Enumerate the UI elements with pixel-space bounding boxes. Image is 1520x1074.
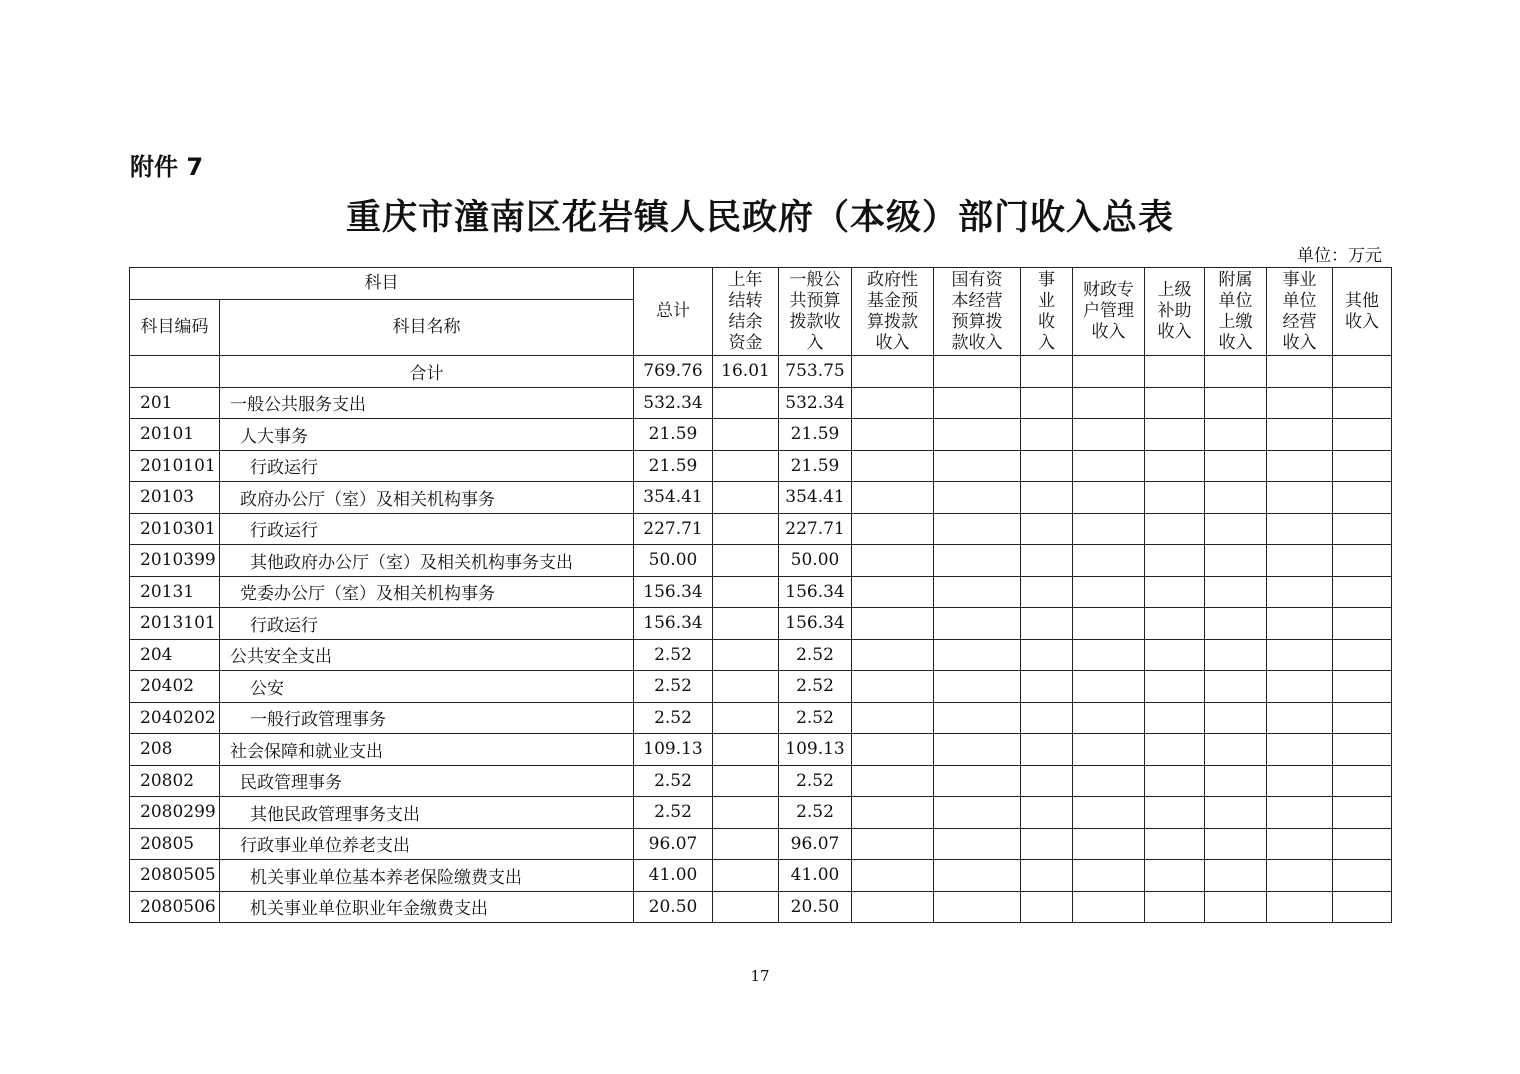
- empty-cell: [1021, 797, 1073, 829]
- empty-cell: [852, 860, 934, 892]
- row-carryover: [713, 828, 779, 860]
- empty-cell: [1073, 545, 1145, 577]
- row-carryover: [713, 513, 779, 545]
- row-code: 20103: [130, 482, 220, 514]
- empty-cell: [934, 891, 1021, 923]
- empty-cell: [1267, 545, 1333, 577]
- empty-cell: [1021, 828, 1073, 860]
- table-row: [130, 639, 1392, 671]
- empty-cell: [1333, 608, 1392, 640]
- row-code: 2040202: [130, 702, 220, 734]
- empty-cell: [1333, 576, 1392, 608]
- table-row: [130, 891, 1392, 923]
- empty-cell: [1021, 513, 1073, 545]
- empty-cell: [934, 797, 1021, 829]
- row-carryover: [713, 545, 779, 577]
- empty-cell: [1205, 450, 1267, 482]
- row-carryover: [713, 419, 779, 451]
- empty-cell: [1021, 608, 1073, 640]
- row-total: 354.41: [634, 482, 713, 514]
- empty-cell: [852, 450, 934, 482]
- row-general-budget: 21.59: [779, 450, 852, 482]
- empty-cell: [852, 828, 934, 860]
- empty-cell: [1073, 419, 1145, 451]
- empty-cell: [1333, 671, 1392, 703]
- row-total: 21.59: [634, 419, 713, 451]
- empty-cell: [1021, 545, 1073, 577]
- row-code: 20101: [130, 419, 220, 451]
- empty-cell: [1073, 450, 1145, 482]
- row-total: 532.34: [634, 387, 713, 419]
- empty-cell: [1205, 545, 1267, 577]
- table-row: [130, 608, 1392, 640]
- row-general-budget: 50.00: [779, 545, 852, 577]
- empty-cell: [852, 671, 934, 703]
- empty-cell: [1267, 450, 1333, 482]
- empty-cell: [934, 702, 1021, 734]
- row-name: 公安: [220, 671, 634, 703]
- empty-cell: [852, 797, 934, 829]
- table-row: [130, 545, 1392, 577]
- row-code: 204: [130, 639, 220, 671]
- row-name: 一般公共服务支出: [220, 387, 634, 419]
- empty-cell: [1021, 450, 1073, 482]
- row-name: 党委办公厅（室）及相关机构事务: [220, 576, 634, 608]
- empty-cell: [1205, 639, 1267, 671]
- empty-cell: [1021, 419, 1073, 451]
- row-total: 2.52: [634, 639, 713, 671]
- sum-general-budget: 753.75: [779, 356, 852, 388]
- empty-cell: [1205, 671, 1267, 703]
- header-affiliated: 附属 单位 上缴 收入: [1205, 268, 1267, 356]
- empty-cell: [1145, 482, 1205, 514]
- empty-cell: [1267, 482, 1333, 514]
- row-general-budget: 96.07: [779, 828, 852, 860]
- empty-cell: [1267, 576, 1333, 608]
- empty-cell: [852, 419, 934, 451]
- row-code: 2010399: [130, 545, 220, 577]
- empty-cell: [1205, 860, 1267, 892]
- row-name: 民政管理事务: [220, 765, 634, 797]
- table-row: [130, 450, 1392, 482]
- row-carryover: [713, 797, 779, 829]
- empty-cell: [1073, 576, 1145, 608]
- empty-cell: [1021, 891, 1073, 923]
- empty-cell: [934, 671, 1021, 703]
- row-general-budget: 2.52: [779, 797, 852, 829]
- empty-cell: [934, 608, 1021, 640]
- row-code: 2080506: [130, 891, 220, 923]
- sum-row: [130, 356, 1392, 388]
- row-name: 行政运行: [220, 450, 634, 482]
- row-total: 41.00: [634, 860, 713, 892]
- table-row: [130, 482, 1392, 514]
- empty-cell: [1205, 702, 1267, 734]
- row-name: 机关事业单位基本养老保险缴费支出: [220, 860, 634, 892]
- empty-cell: [1267, 608, 1333, 640]
- empty-cell: [1205, 608, 1267, 640]
- empty-cell: [1145, 576, 1205, 608]
- row-name: 社会保障和就业支出: [220, 734, 634, 766]
- row-code: 208: [130, 734, 220, 766]
- row-name: 政府办公厅（室）及相关机构事务: [220, 482, 634, 514]
- empty-cell: [1145, 545, 1205, 577]
- row-name: 其他民政管理事务支出: [220, 797, 634, 829]
- empty-cell: [1205, 419, 1267, 451]
- empty-cell: [934, 419, 1021, 451]
- header-business: 事 业 收 入: [1021, 268, 1073, 356]
- row-total: 109.13: [634, 734, 713, 766]
- empty-cell: [1073, 482, 1145, 514]
- empty-cell: [1145, 513, 1205, 545]
- empty-cell: [1145, 419, 1205, 451]
- empty-cell: [1333, 702, 1392, 734]
- empty-cell: [1267, 828, 1333, 860]
- row-carryover: [713, 702, 779, 734]
- row-general-budget: 227.71: [779, 513, 852, 545]
- table-row: [130, 419, 1392, 451]
- table-row: [130, 734, 1392, 766]
- row-name: 机关事业单位职业年金缴费支出: [220, 891, 634, 923]
- row-name: 其他政府办公厅（室）及相关机构事务支出: [220, 545, 634, 577]
- header-code: 科目编码: [130, 300, 220, 356]
- empty-cell: [1267, 891, 1333, 923]
- header-superior-subsidy: 上级 补助 收入: [1145, 268, 1205, 356]
- empty-cell: [1021, 734, 1073, 766]
- row-code: 2080299: [130, 797, 220, 829]
- header-other: 其他 收入: [1333, 268, 1392, 356]
- unit-label: 单位：万元: [1297, 246, 1382, 266]
- empty-cell: [1145, 608, 1205, 640]
- table-row: [130, 765, 1392, 797]
- empty-cell: [1073, 828, 1145, 860]
- row-total: 2.52: [634, 702, 713, 734]
- empty-cell: [1267, 734, 1333, 766]
- empty-cell: [1333, 891, 1392, 923]
- row-general-budget: 156.34: [779, 576, 852, 608]
- row-general-budget: 2.52: [779, 639, 852, 671]
- row-code: 20131: [130, 576, 220, 608]
- empty-cell: [1333, 797, 1392, 829]
- empty-cell: [934, 482, 1021, 514]
- row-total: 156.34: [634, 576, 713, 608]
- row-general-budget: 2.52: [779, 671, 852, 703]
- empty-cell: [1333, 734, 1392, 766]
- empty-cell: [1333, 545, 1392, 577]
- empty-cell: [852, 608, 934, 640]
- row-name: 行政运行: [220, 608, 634, 640]
- empty-cell: [1073, 891, 1145, 923]
- empty-cell: [1021, 576, 1073, 608]
- empty-cell: [1021, 482, 1073, 514]
- empty-cell: [934, 513, 1021, 545]
- empty-cell: [1205, 482, 1267, 514]
- table-row: [130, 828, 1392, 860]
- empty-cell: [934, 860, 1021, 892]
- sum-label: 合计: [220, 356, 634, 388]
- income-summary-table: [129, 267, 1392, 923]
- row-name: 行政事业单位养老支出: [220, 828, 634, 860]
- row-total: 2.52: [634, 765, 713, 797]
- empty-cell: [852, 702, 934, 734]
- row-total: 50.00: [634, 545, 713, 577]
- empty-cell: [1333, 387, 1392, 419]
- empty-cell: [1267, 513, 1333, 545]
- header-total: 总计: [634, 268, 713, 356]
- row-general-budget: 354.41: [779, 482, 852, 514]
- row-code: 2013101: [130, 608, 220, 640]
- empty-cell: [1021, 639, 1073, 671]
- empty-cell: [852, 734, 934, 766]
- empty-cell: [1145, 639, 1205, 671]
- row-total: 20.50: [634, 891, 713, 923]
- row-code: 20805: [130, 828, 220, 860]
- empty-cell: [1145, 450, 1205, 482]
- empty-cell: [934, 828, 1021, 860]
- header-operation: 事业 单位 经营 收入: [1267, 268, 1333, 356]
- empty-cell: [852, 482, 934, 514]
- row-code: 20402: [130, 671, 220, 703]
- row-general-budget: 20.50: [779, 891, 852, 923]
- empty-cell: [1021, 387, 1073, 419]
- header-subject: 科目: [130, 268, 634, 300]
- empty-cell: [1073, 671, 1145, 703]
- empty-cell: [1073, 860, 1145, 892]
- empty-cell: [1333, 765, 1392, 797]
- row-name: 公共安全支出: [220, 639, 634, 671]
- row-carryover: [713, 734, 779, 766]
- empty-cell: [1021, 765, 1073, 797]
- table-row: [130, 513, 1392, 545]
- row-carryover: [713, 639, 779, 671]
- table-row: [130, 797, 1392, 829]
- row-total: 156.34: [634, 608, 713, 640]
- row-carryover: [713, 482, 779, 514]
- empty-cell: [1205, 387, 1267, 419]
- empty-cell: [1267, 387, 1333, 419]
- empty-cell: [1073, 608, 1145, 640]
- attachment-label: 附件 7: [130, 153, 204, 181]
- header-special-account: 财政专 户管理 收入: [1073, 268, 1145, 356]
- empty-cell: [1145, 671, 1205, 703]
- empty-cell: [1267, 797, 1333, 829]
- empty-cell: [934, 545, 1021, 577]
- table-row: [130, 702, 1392, 734]
- empty-cell: [1021, 671, 1073, 703]
- header-gov-fund: 政府性 基金预 算拨款 收入: [852, 268, 934, 356]
- row-carryover: [713, 765, 779, 797]
- empty-cell: [1333, 860, 1392, 892]
- empty-cell: [1145, 891, 1205, 923]
- empty-cell: [1333, 513, 1392, 545]
- header-carryover: 上年 结转 结余 资金: [713, 268, 779, 356]
- empty-cell: [934, 765, 1021, 797]
- empty-cell: [852, 891, 934, 923]
- row-carryover: [713, 387, 779, 419]
- empty-cell: [852, 513, 934, 545]
- row-carryover: [713, 576, 779, 608]
- row-general-budget: 21.59: [779, 419, 852, 451]
- row-code: 2010101: [130, 450, 220, 482]
- row-carryover: [713, 860, 779, 892]
- empty-cell: [1205, 797, 1267, 829]
- row-total: 96.07: [634, 828, 713, 860]
- empty-cell: [852, 387, 934, 419]
- empty-cell: [1333, 828, 1392, 860]
- empty-cell: [852, 576, 934, 608]
- empty-cell: [1333, 482, 1392, 514]
- empty-cell: [1073, 513, 1145, 545]
- empty-cell: [1267, 765, 1333, 797]
- header-general-budget: 一般公 共预算 拨款收 入: [779, 268, 852, 356]
- empty-cell: [1145, 797, 1205, 829]
- row-general-budget: 532.34: [779, 387, 852, 419]
- empty-cell: [852, 545, 934, 577]
- row-name: 行政运行: [220, 513, 634, 545]
- empty-cell: [934, 450, 1021, 482]
- empty-cell: [934, 639, 1021, 671]
- empty-cell: [852, 765, 934, 797]
- empty-cell: [1267, 702, 1333, 734]
- page-title: 重庆市潼南区花岩镇人民政府（本级）部门收入总表: [345, 198, 1174, 238]
- empty-cell: [1021, 702, 1073, 734]
- empty-cell: [1145, 702, 1205, 734]
- empty-cell: [1205, 734, 1267, 766]
- empty-cell: [1333, 639, 1392, 671]
- sum-carryover: 16.01: [713, 356, 779, 388]
- empty-cell: [1333, 419, 1392, 451]
- row-general-budget: 41.00: [779, 860, 852, 892]
- empty-cell: [852, 639, 934, 671]
- row-total: 2.52: [634, 797, 713, 829]
- table-row: [130, 671, 1392, 703]
- empty-cell: [1267, 639, 1333, 671]
- row-carryover: [713, 671, 779, 703]
- empty-cell: [1205, 576, 1267, 608]
- row-carryover: [713, 891, 779, 923]
- row-total: 21.59: [634, 450, 713, 482]
- row-carryover: [713, 608, 779, 640]
- row-general-budget: 2.52: [779, 702, 852, 734]
- table-row: [130, 387, 1392, 419]
- row-general-budget: 156.34: [779, 608, 852, 640]
- empty-cell: [1073, 639, 1145, 671]
- empty-cell: [934, 576, 1021, 608]
- empty-cell: [1145, 387, 1205, 419]
- empty-cell: [1145, 734, 1205, 766]
- empty-cell: [1021, 860, 1073, 892]
- page-number: 17: [750, 967, 770, 985]
- empty-cell: [1205, 828, 1267, 860]
- empty-cell: [1145, 860, 1205, 892]
- row-total: 227.71: [634, 513, 713, 545]
- empty-cell: [1073, 797, 1145, 829]
- table-row: [130, 860, 1392, 892]
- row-code: 20802: [130, 765, 220, 797]
- empty-cell: [1267, 671, 1333, 703]
- row-code: 201: [130, 387, 220, 419]
- row-code: 2010301: [130, 513, 220, 545]
- row-carryover: [713, 450, 779, 482]
- empty-cell: [1205, 765, 1267, 797]
- empty-cell: [934, 734, 1021, 766]
- header-name: 科目名称: [220, 300, 634, 356]
- empty-cell: [934, 387, 1021, 419]
- empty-cell: [1267, 860, 1333, 892]
- row-total: 2.52: [634, 671, 713, 703]
- empty-cell: [1073, 702, 1145, 734]
- row-name: 一般行政管理事务: [220, 702, 634, 734]
- empty-cell: [1267, 419, 1333, 451]
- row-name: 人大事务: [220, 419, 634, 451]
- header-state-capital: 国有资 本经营 预算拨 款收入: [934, 268, 1021, 356]
- empty-cell: [1145, 828, 1205, 860]
- empty-cell: [1073, 734, 1145, 766]
- empty-cell: [1073, 765, 1145, 797]
- row-general-budget: 2.52: [779, 765, 852, 797]
- sum-total: 769.76: [634, 356, 713, 388]
- empty-cell: [1205, 513, 1267, 545]
- empty-cell: [1073, 387, 1145, 419]
- row-code: 2080505: [130, 860, 220, 892]
- row-general-budget: 109.13: [779, 734, 852, 766]
- empty-cell: [1333, 450, 1392, 482]
- empty-cell: [1145, 765, 1205, 797]
- table-row: [130, 576, 1392, 608]
- empty-cell: [1205, 891, 1267, 923]
